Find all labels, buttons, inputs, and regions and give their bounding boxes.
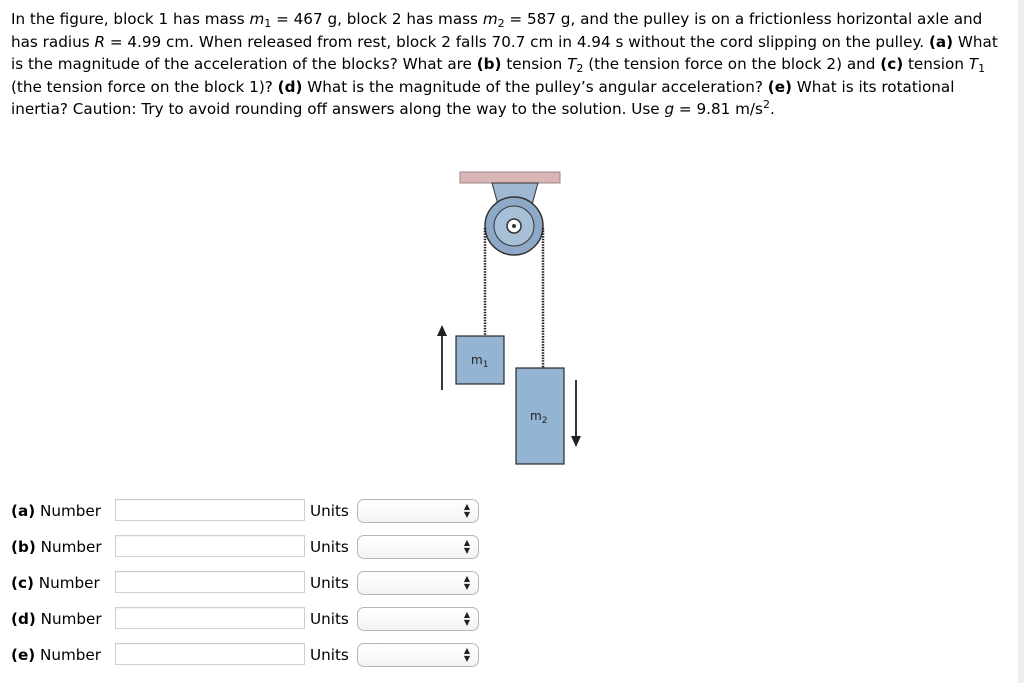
pulley-figure bbox=[430, 168, 600, 468]
select-arrows-icon: ▲ ▼ bbox=[463, 574, 470, 591]
answer-label-a: (a) Number bbox=[11, 502, 101, 520]
number-input-b[interactable] bbox=[115, 535, 305, 557]
number-input-c[interactable] bbox=[115, 571, 305, 593]
units-label-e: Units bbox=[310, 646, 349, 664]
answer-row-a bbox=[11, 499, 491, 525]
part-a-label: (a) bbox=[928, 32, 954, 51]
number-input-a[interactable] bbox=[115, 499, 305, 521]
units-select-a[interactable] bbox=[357, 499, 479, 523]
units-select-e[interactable] bbox=[357, 643, 479, 667]
units-label-d: Units bbox=[310, 610, 349, 628]
part-d-label: (d) bbox=[277, 77, 303, 96]
block-2-label: $m_2$ bbox=[530, 409, 548, 426]
units-select-c[interactable] bbox=[357, 571, 479, 595]
answer-row-e bbox=[11, 643, 491, 669]
answer-label-e: (e) Number bbox=[11, 646, 102, 664]
block-1-label: $m_1$ bbox=[471, 353, 489, 370]
arrow-down-icon bbox=[571, 380, 581, 447]
select-arrows-icon: ▲ ▼ bbox=[463, 610, 470, 627]
answer-label-d: (d) Number bbox=[11, 610, 102, 628]
answer-row-d bbox=[11, 607, 491, 633]
units-select-b[interactable] bbox=[357, 535, 479, 559]
answer-row-c bbox=[11, 571, 491, 597]
units-select-d[interactable] bbox=[357, 607, 479, 631]
answer-label-b: (b) Number bbox=[11, 538, 102, 556]
units-label-a: Units bbox=[310, 502, 349, 520]
ceiling-bar bbox=[460, 172, 560, 183]
answer-row-b bbox=[11, 535, 491, 561]
units-label-b: Units bbox=[310, 538, 349, 556]
select-arrows-icon: ▲ ▼ bbox=[463, 538, 470, 555]
question-text: In the figure, block 1 has mass $m_1 = 467$ g, block 2 has mass $m_2 = 587$ g, and the pulley is on a frictionless horizontal axle and has radius R = 4.99 cm. When released from rest, block 2 falls 70.7 cm in 4.94 s without the cord slipping on the pulley. (a) What is the magnitude of the acceleration of the blocks? What are (b) tension $T_2$ (the tension force on the block 2) and (c) tension $T_1$ (the tension force on the block 1)? (d) What is the magnitude of the pulley’s angular acceleration? (e) What is its rotational inertia? Caution: Try to avoid rounding off answers along the way to the solution. Use g = 9.81 $m/s^2$. bbox=[11, 10, 998, 119]
select-arrows-icon: ▲ ▼ bbox=[463, 646, 470, 663]
units-label-c: Units bbox=[310, 574, 349, 592]
part-b-label: (b) bbox=[476, 55, 502, 74]
page-scrollbar[interactable] bbox=[1018, 0, 1024, 683]
pulley-axle-center bbox=[512, 224, 516, 228]
arrow-up-icon bbox=[437, 325, 447, 390]
number-input-e[interactable] bbox=[115, 643, 305, 665]
part-e-label: (e) bbox=[767, 77, 792, 96]
number-input-d[interactable] bbox=[115, 607, 305, 629]
pulley-diagram bbox=[430, 168, 600, 468]
answer-label-c: (c) Number bbox=[11, 574, 100, 592]
select-arrows-icon: ▲ ▼ bbox=[463, 502, 470, 519]
part-c-label: (c) bbox=[880, 55, 904, 74]
